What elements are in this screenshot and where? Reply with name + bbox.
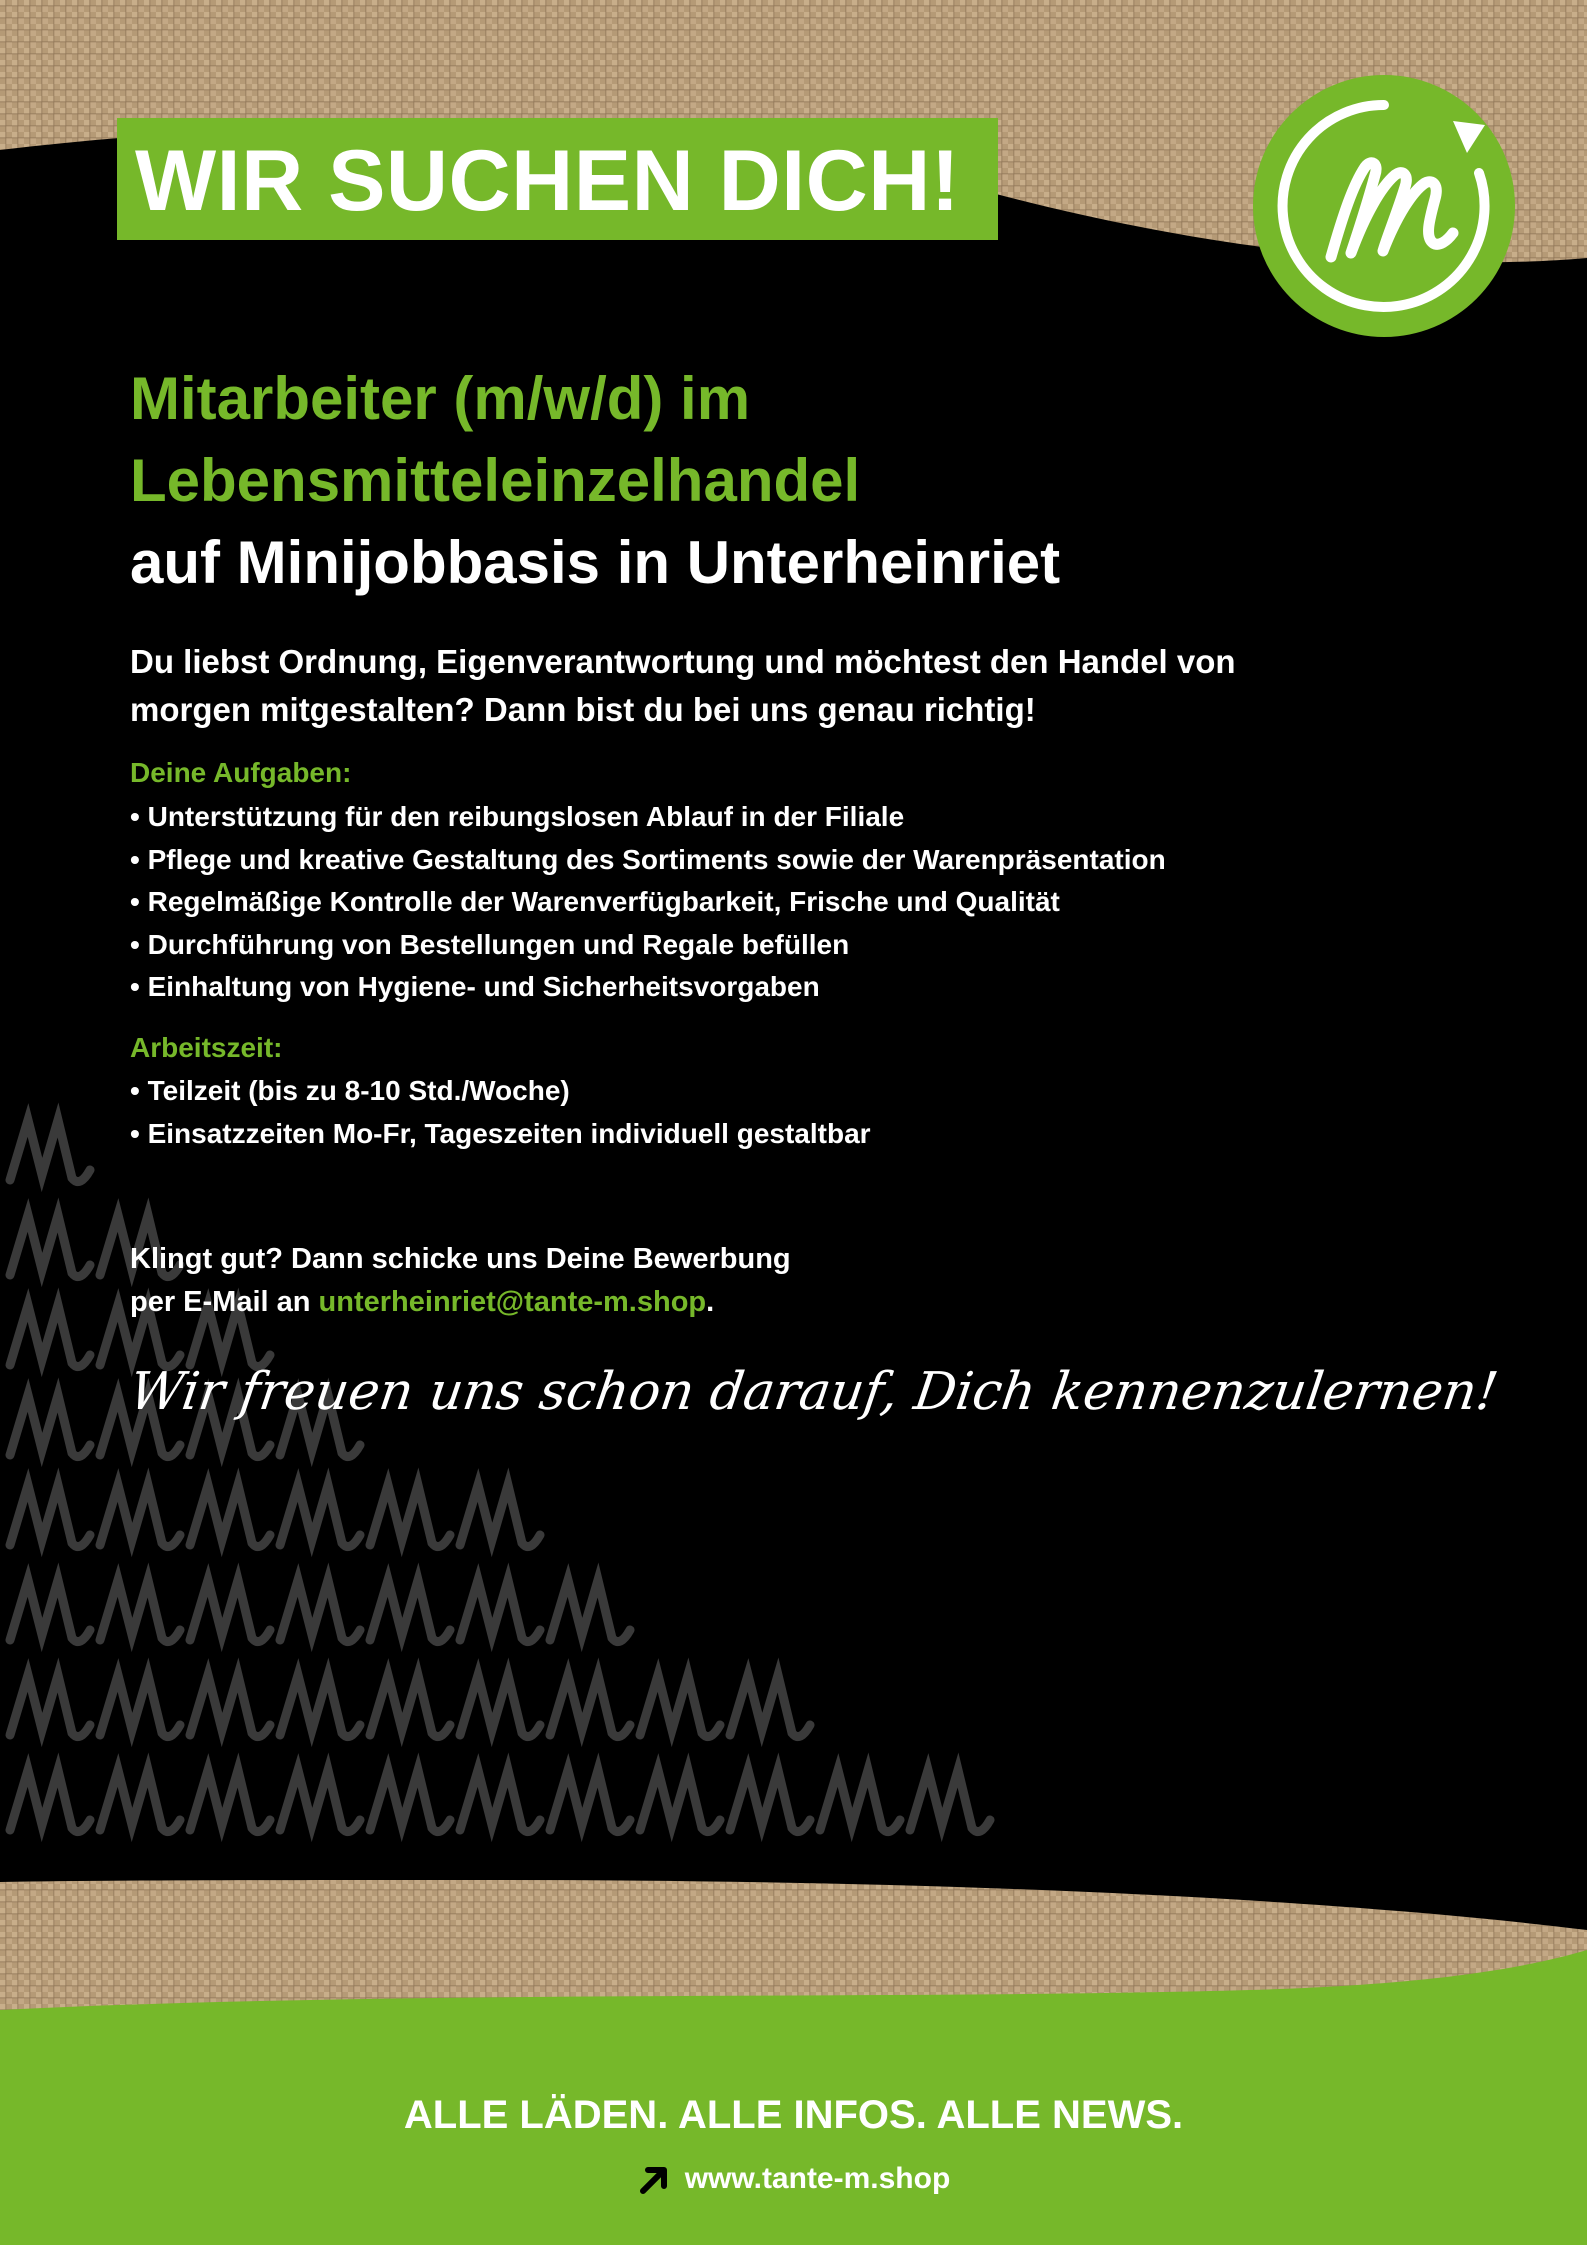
intro-line1: Du liebst Ordnung, Eigenverantwortung und möchtest den Handel von xyxy=(130,643,1236,680)
cta-line1: Klingt gut? Dann schicke uns Deine Bewerbung xyxy=(130,1243,791,1275)
list-item: • Durchführung von Bestellungen und Regale befüllen xyxy=(130,924,1166,967)
tasks-heading: Deine Aufgaben: xyxy=(130,757,352,788)
intro-text xyxy=(130,638,1236,734)
list-item: • Teilzeit (bis zu 8-10 Std./Woche) xyxy=(130,1070,871,1113)
cta-line2-suffix: . xyxy=(706,1286,715,1318)
email-link[interactable]: unterheinriet@tante-m.shop xyxy=(318,1286,707,1318)
footer-url-text[interactable]: www.tante-m.shop xyxy=(684,2162,951,2195)
list-item: • Einhaltung von Hygiene- und Sicherheitsvorgaben xyxy=(130,966,1166,1009)
job-title-line3: auf Minijobbasis in Unterheinriet xyxy=(130,529,1061,596)
cta-line2-prefix: per E-Mail an xyxy=(130,1286,319,1318)
tasks-list xyxy=(130,796,1166,1009)
list-item: • Pflege und kreative Gestaltung des Sortiments sowie der Warenpräsentation xyxy=(130,839,1166,882)
closing-line: Wir freuen uns schon darauf, Dich kennenzulernen! xyxy=(125,1362,1502,1422)
list-item: • Unterstützung für den reibungslosen Ablauf in der Filiale xyxy=(130,796,1166,839)
footer-tagline: ALLE LÄDEN. ALLE INFOS. ALLE NEWS. xyxy=(403,2093,1184,2137)
list-item: • Regelmäßige Kontrolle der Warenverfügbarkeit, Frische und Qualität xyxy=(130,881,1166,924)
tante-m-logo xyxy=(1253,75,1515,337)
job-title-line2: Lebensmitteleinzelhandel xyxy=(130,447,861,514)
application-cta xyxy=(130,1238,791,1324)
headline-banner xyxy=(117,118,998,240)
worktime-heading: Arbeitszeit: xyxy=(130,1032,283,1063)
cta-line2 xyxy=(130,1281,791,1324)
job-title-line1: Mitarbeiter (m/w/d) im xyxy=(130,365,751,432)
intro-line2: morgen mitgestalten? Dann bist du bei uns genau richtig! xyxy=(130,691,1036,728)
footer-link[interactable] xyxy=(0,2162,1587,2197)
arrow-up-right-icon xyxy=(637,2163,671,2197)
list-item: • Einsatzzeiten Mo-Fr, Tageszeiten individuell gestaltbar xyxy=(130,1113,871,1156)
job-title xyxy=(130,358,1060,604)
headline-text: WIR SUCHEN DICH! xyxy=(135,133,960,229)
worktime-list xyxy=(130,1070,871,1155)
